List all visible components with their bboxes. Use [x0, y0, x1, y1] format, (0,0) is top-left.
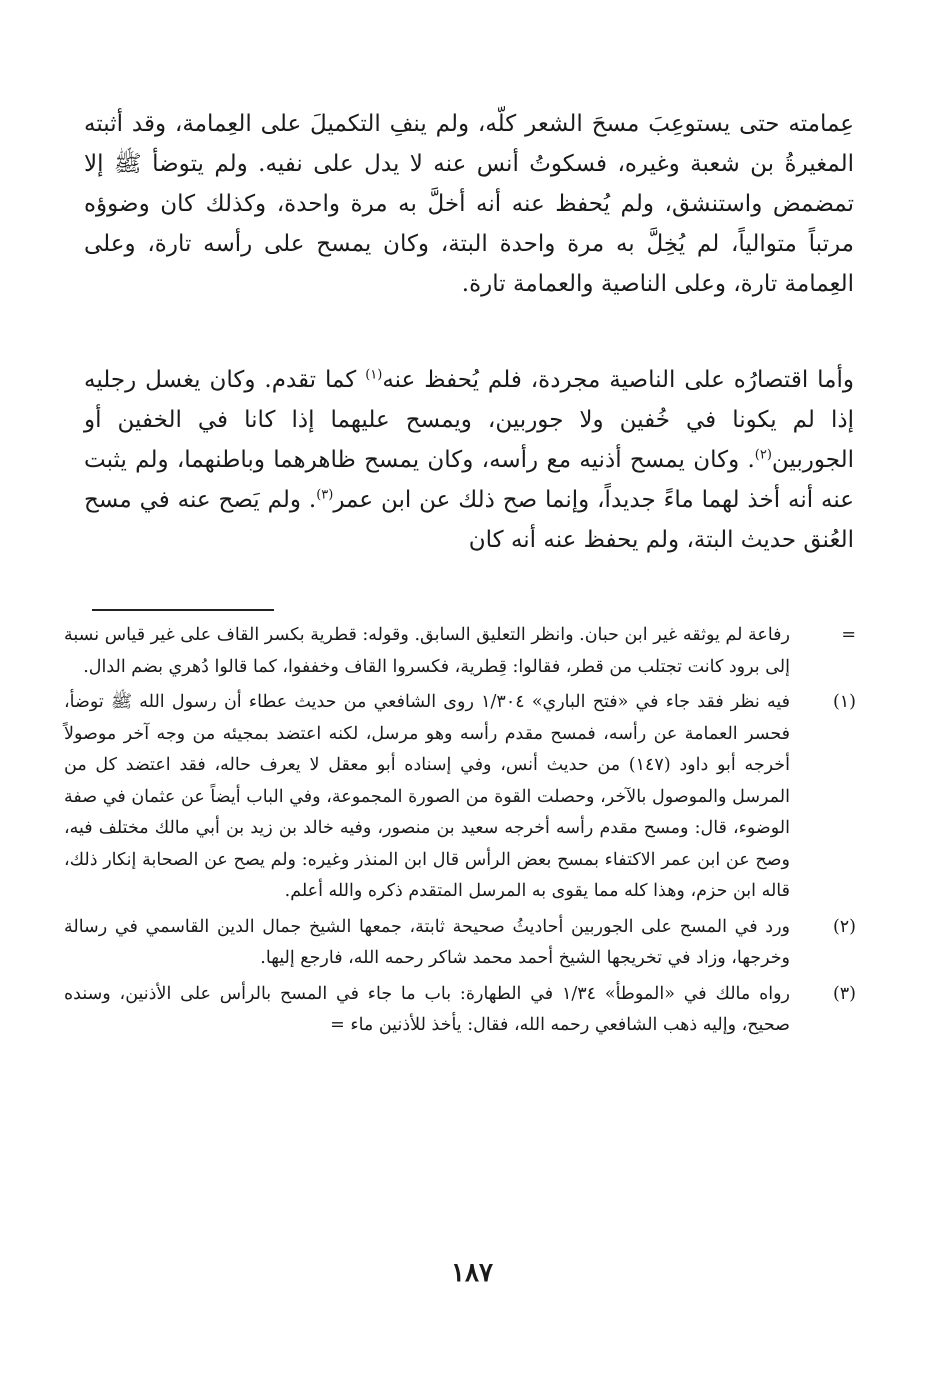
- footnote-text: فيه نظر فقد جاء في «فتح الباري» ١/٣٠٤ روى الشافعي من حديث عطاء أن رسول الله ﷺ توضأ، فحسر العمامة عن رأسه، فمسح مقدم رأسه وهو مرسل، لكنه اعتضد بمجيئه من وجه آخر موصولاً أخرجه أبو داود (١٤٧) من حديث أنس، وفي إسناده أبو معقل لا يعرف حاله، فقد اعتضد كل من المرسل والموصول بالآخر، وحصلت القوة من الصورة المجموعة، وفي الباب أيضاً عن عثمان في صفة الوضوء، قال: ومسح مقدم رأسه أخرجه سعيد بن منصور، وفيه خالد بن زيد بن أبي مالك مختلف فيه، وصح عن ابن عمر الاكتفاء بمسح بعض الرأس قال ابن المنذر وغيره: ولم يصح عن الصحابة إنكار ذلك، قاله ابن حزم، وهذا كله مما يقوى به المرسل المتقدم ذكره والله أعلم.: [64, 692, 790, 901]
- footnote-2: [64, 912, 856, 975]
- para2-text-b: كما تقدم. وكان يغسل رجليه إذا لم يكونا في خُفين ولا جوربين، ويمسح عليهما إذا كانا في الخفين أو الجوربين: [84, 367, 854, 473]
- footnote-marker: =: [841, 625, 856, 645]
- para2-text-c: . وكان يمسح أذنيه مع رأسه، وكان يمسح ظاهرهما وباطنهما، ولم يثبت عنه أنه أخذ لهما ماءً جديداً، وإنما صح ذلك عن ابن عمر: [84, 447, 855, 513]
- body-paragraph-2: [84, 360, 854, 560]
- footnote-text: ورد في المسح على الجوربين أحاديثُ صحيحة ثابتة، جمعها الشيخ جمال الدين القاسمي في رسالة وخرجها، وزاد في تخريجها الشيخ أحمد محمد شاكر رحمه الله، فارجع إليها.: [64, 916, 790, 968]
- footnote-text: رواه مالك في «الموطأ» ١/٣٤ في الطهارة: باب ما جاء في المسح بالرأس على الأذنين، وسنده صحيح، وإليه ذهب الشافعي رحمه الله، فقال: يأخذ للأذنين ماء =: [64, 983, 791, 1035]
- footnote-ref-3: (٣): [316, 487, 334, 503]
- footnote-marker: (٣): [832, 983, 856, 1004]
- footnote-ref-1: (١): [365, 367, 383, 383]
- footnote-marker: (١): [832, 692, 856, 712]
- footnote-3: [64, 979, 856, 1042]
- footnote-divider: [92, 609, 274, 611]
- footnote-continued: [64, 620, 856, 683]
- para2-text-a: وأما اقتصارُه على الناصية مجردة، فلم يُحفظ عنه: [382, 367, 854, 393]
- footnotes-section: [64, 620, 856, 1046]
- footnote-1: [64, 687, 856, 908]
- footnote-ref-2: (٢): [754, 447, 772, 463]
- page-number: ١٨٧: [451, 1258, 493, 1288]
- para2-text-d: . ولم يَصح عنه في مسح العُنق حديث البتة، ولم يحفظ عنه أنه كان: [84, 487, 854, 553]
- footnote-marker: (٢): [832, 916, 856, 937]
- footnote-text: رفاعة لم يوثقه غير ابن حبان. وانظر التعليق السابق. وقوله: قطرية بكسر القاف على غير قياس نسبة إلى برود كانت تجتلب من قطر، فقالوا: قِطرية، فكسروا القاف وخففوا، كما قالوا دُهري بضم الدال.: [64, 625, 790, 677]
- body-paragraph-1: عِمامته حتى يستوعِبَ مسحَ الشعر كلّه، ولم ينفِ التكميلَ على العِمامة، وقد أثبته المغيرةُ بن شعبة وغيره، فسكوتُ أنس عنه لا يدل على نفيه. ولم يتوضأ ﷺ إلا تمضمض واستنشق، ولم يُحفظ عنه أنه أخلَّ به مرة واحدة، وكذلك كان وضوؤه مرتباً متوالياً، لم يُخِلَّ به مرة واحدة البتة، وكان يمسح على رأسه تارة، وعلى العِمامة تارة، وعلى الناصية والعمامة تارة.: [84, 111, 854, 297]
